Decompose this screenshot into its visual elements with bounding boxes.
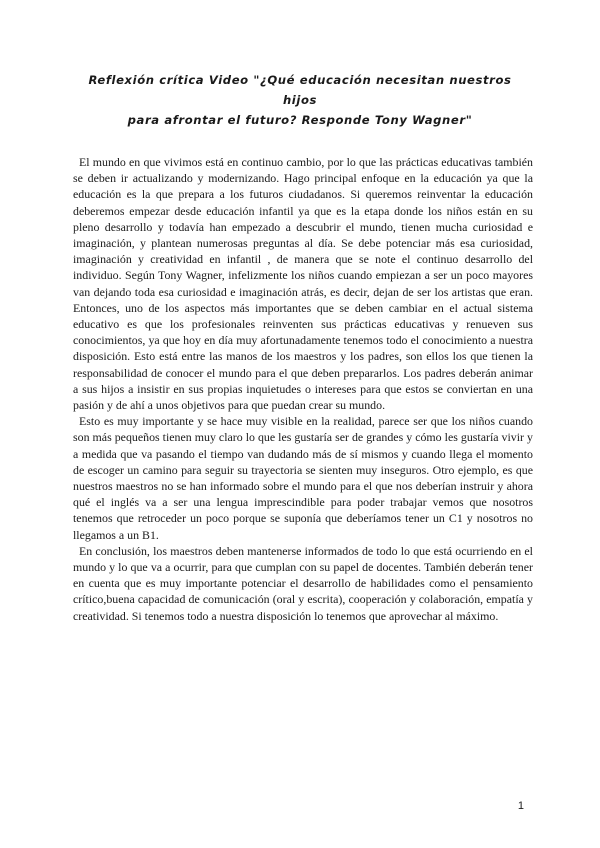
paragraph-2: Esto es muy importante y se hace muy visible en la realidad, parece ser que los niños cuando son más pequeños tienen muy claro lo que les gustaría ser de grandes y cómo les gustaría vivir y a medida que va pasando el tiempo van dudando más de sí mismos y cuando llega el momento de escoger un camino para seguir su trayectoria se sienten muy inseguros. Otro ejemplo, es que nuestros maestros no se han informado sobre el mundo para el que nos deberían instruir y ahora qué el inglés va a ser una lengua imprescindible para poder trabajar vemos que nosotros tenemos que retroceder un poco porque se suponía que deberíamos tener un C1 y nosotros no llegamos a un B1. <box>73 414 533 542</box>
paragraph-3: En conclusión, los maestros deben mantenerse informados de todo lo que está ocurriendo en el mundo y lo que va a ocurrir, para que cumplan con su papel de docentes. También deberán tener en cuenta que es muy importante potenciar el desarrollo de habilidades como el pensamiento crítico,buena capacidad de comunicación (oral y escrita), cooperación y colaboración, empatía y creatividad. Si tenemos todo a nuestra disposición lo tenemos que aprovechar al máximo. <box>73 543 533 623</box>
page-number: 1 <box>517 800 524 812</box>
document-title <box>70 70 530 130</box>
document-body <box>73 154 533 624</box>
title-line-1: Reflexión crítica Video "¿Qué educación necesitan nuestros hijos <box>88 73 512 107</box>
title-line-2: para afrontar el futuro? Responde Tony Wagner" <box>127 113 473 127</box>
paragraph-1: El mundo en que vivimos está en continuo cambio, por lo que las prácticas educativas también se deben ir actualizando y modernizando. Hago principal enfoque en la educación ya que la educación es la que prepara a los futuros ciudadanos. Si queremos reinventar la educación deberemos empezar desde educación infantil ya que es la etapa donde los niños están en su pleno desarrollo y todavía han empezado a descubrir el mundo, tienen mucha curiosidad e imaginación, y plantean numerosas preguntas al día. Se debe potenciar más esa curiosidad, imaginación y creatividad en infantil , de manera que se note el continuo desarrollo del individuo. Según Tony Wagner, infelizmente los niños cuando empiezan a ser un poco mayores van dejando toda esa curiosidad e imaginación atrás, es decir, dejan de ser los artistas que eran. Entonces, uno de los aspectos más importantes que se deben cambiar en el actual sistema educativo es que los profesionales reinventen sus prácticas educativas y renueven sus conocimientos, ya que hoy en día muy afortunadamente tenemos todo el conocimiento a nuestra disposición. Esto está entre las manos de los maestros y los padres, son ellos los que tienen la responsabilidad de conocer el mundo para el que deben prepararlos. Los padres deberán animar a sus hijos a insistir en sus propias inquietudes o intereses para que estos se conviertan en una pasión y de ahí a unos objetivos para que puedan crear su mundo. <box>73 155 533 413</box>
